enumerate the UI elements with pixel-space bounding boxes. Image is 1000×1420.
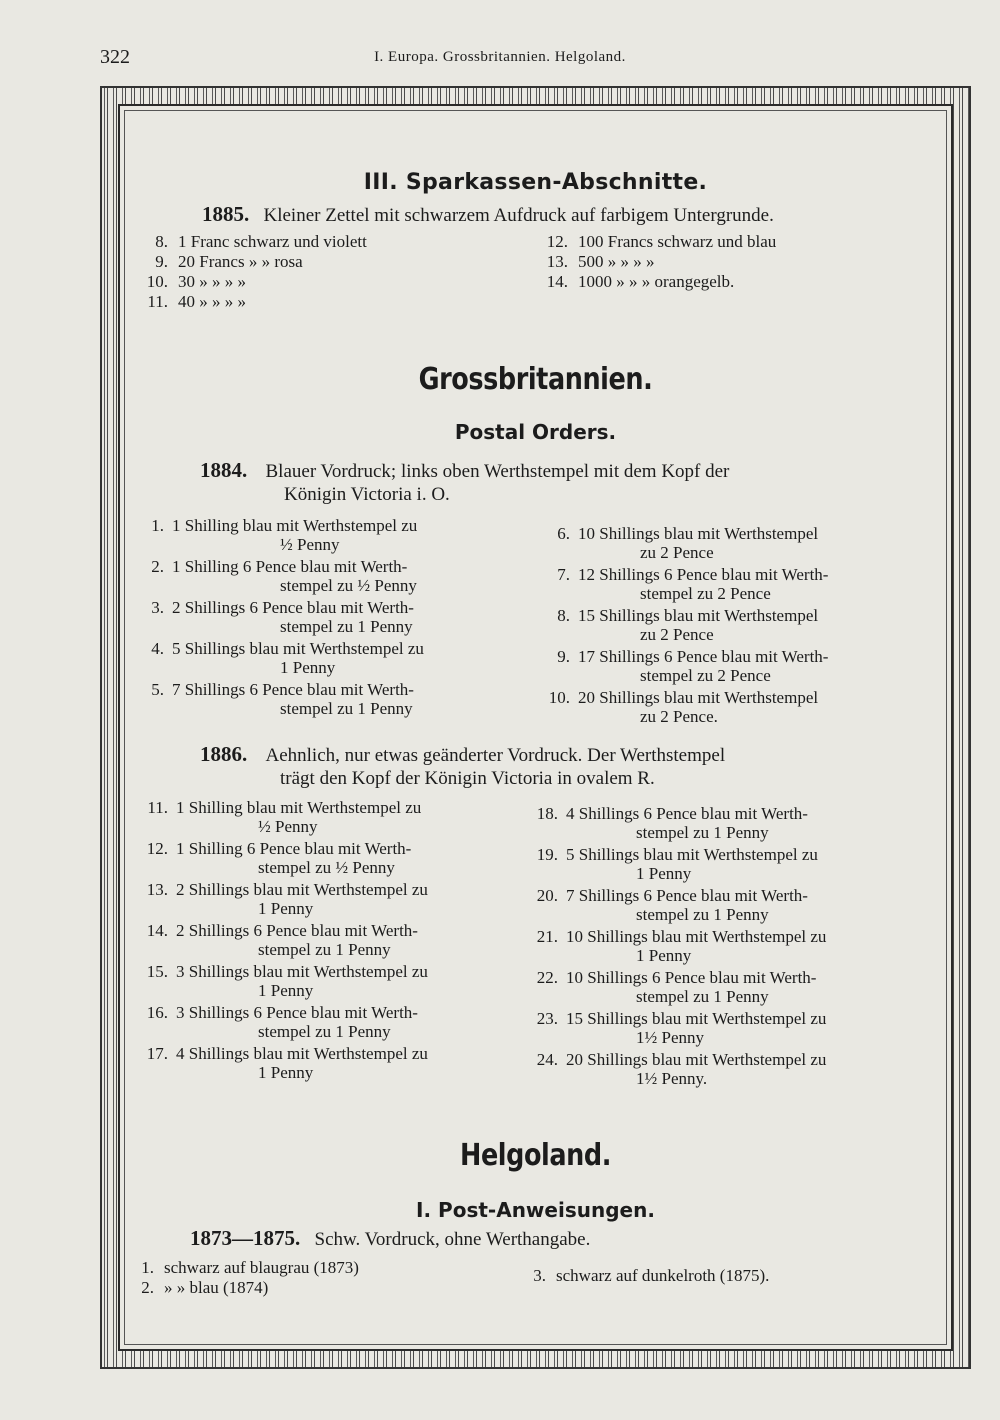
item-text-line1: 10 Shillings blau mit Werthstempel <box>578 524 819 543</box>
item-text-line2: stempel zu ½ Penny <box>258 858 395 877</box>
item-text-line2: 1 Penny <box>258 899 314 918</box>
item-text: 1000 » » » orangegelb. <box>578 272 735 291</box>
list-item <box>140 557 407 577</box>
item-number: 11. <box>147 292 168 311</box>
item-text: schwarz auf blaugrau (1873) <box>164 1258 359 1277</box>
item-text-line2: stempel zu 1 Penny <box>636 987 769 1006</box>
list-item <box>140 516 417 536</box>
content-area <box>118 104 953 1351</box>
item-text-line2: zu 2 Pence <box>640 625 714 644</box>
item-text-line2: stempel zu 1 Penny <box>280 699 413 718</box>
year-1886: 1886. <box>200 742 248 766</box>
item-text: 20 Francs » » rosa <box>178 252 303 271</box>
list-item <box>132 1278 268 1298</box>
list-item <box>540 647 828 667</box>
list-item <box>140 839 411 859</box>
running-title: I. Europa. Grossbritannien. Helgoland. <box>374 49 626 65</box>
item-text-line1: 7 Shillings 6 Pence blau mit Werth- <box>172 680 414 699</box>
item-text-line2: 1½ Penny. <box>636 1069 708 1088</box>
item-text-line2: 1 Penny <box>258 1063 314 1082</box>
item-text-line1: 15 Shillings blau mit Werthstempel zu <box>566 1009 827 1028</box>
item-number: 23. <box>536 1009 558 1028</box>
item-number: 18. <box>536 804 558 823</box>
item-number: 9. <box>155 252 168 271</box>
item-text-line1: 4 Shillings blau mit Werthstempel zu <box>176 1044 428 1063</box>
list-item <box>140 1044 428 1064</box>
desc-1873-1875: Schw. Vordruck, ohne Werthangabe. <box>314 1229 591 1250</box>
item-text-line2: ½ Penny <box>280 535 340 554</box>
list-item <box>538 252 655 272</box>
item-number: 9. <box>557 647 570 666</box>
item-number: 10. <box>548 688 570 707</box>
list-item <box>540 524 818 544</box>
item-text-line1: 3 Shillings blau mit Werthstempel zu <box>176 962 428 981</box>
item-number: 13. <box>146 880 168 899</box>
item-text-line1: 2 Shillings 6 Pence blau mit Werth- <box>172 598 414 617</box>
item-text-line1: 5 Shillings blau mit Werthstempel zu <box>172 639 424 658</box>
item-number: 3. <box>533 1266 546 1285</box>
list-item <box>142 252 303 272</box>
item-number: 5. <box>151 680 164 699</box>
item-text: 30 » » » » <box>178 272 246 291</box>
item-number: 17. <box>146 1044 168 1063</box>
item-text-line2: stempel zu ½ Penny <box>280 576 417 595</box>
desc-1886-line1: Aehnlich, nur etwas geänderter Vordruck. Der Werthstempel <box>265 745 726 766</box>
list-item <box>524 886 808 906</box>
list-item <box>140 798 421 818</box>
item-text-line2: zu 2 Pence <box>640 543 714 562</box>
list-item <box>524 1050 826 1070</box>
country-title-helgoland: Helgoland. <box>460 1138 611 1173</box>
list-item <box>540 688 818 708</box>
item-number: 8. <box>155 232 168 251</box>
item-text-line2: stempel zu 2 Pence <box>640 584 771 603</box>
item-number: 10. <box>146 272 168 291</box>
item-text-line1: 1 Shilling 6 Pence blau mit Werth- <box>176 839 412 858</box>
list-item <box>140 639 424 659</box>
item-text-line2: zu 2 Pence. <box>640 707 718 726</box>
item-number: 22. <box>536 968 558 987</box>
item-text-line1: 1 Shilling 6 Pence blau mit Werth- <box>172 557 408 576</box>
item-text-line2: 1 Penny <box>636 946 692 965</box>
country-title-grossbritannien-wrap <box>120 362 951 397</box>
item-text-line1: 2 Shillings 6 Pence blau mit Werth- <box>176 921 418 940</box>
item-text: 100 Francs schwarz und blau <box>578 232 777 251</box>
subtitle-postal-orders: Postal Orders. <box>454 420 617 444</box>
item-text-line1: 12 Shillings 6 Pence blau mit Werth- <box>578 565 829 584</box>
item-text-line1: 20 Shillings blau mit Werthstempel zu <box>566 1050 827 1069</box>
list-item <box>524 1009 826 1029</box>
list-item <box>538 272 734 292</box>
list-item <box>524 845 818 865</box>
list-item <box>524 804 808 824</box>
item-number: 21. <box>536 927 558 946</box>
item-text-line2: stempel zu 2 Pence <box>640 666 771 685</box>
item-number: 8. <box>557 606 570 625</box>
item-text-line2: stempel zu 1 Penny <box>636 823 769 842</box>
item-number: 19. <box>536 845 558 864</box>
item-text-line1: 10 Shillings blau mit Werthstempel zu <box>566 927 827 946</box>
item-number: 16. <box>146 1003 168 1022</box>
list-item <box>524 1266 769 1286</box>
item-text-line2: stempel zu 1 Penny <box>258 1022 391 1041</box>
subtitle-post-anweisungen: I. Post-Anweisungen. <box>416 1198 655 1222</box>
item-number: 12. <box>146 839 168 858</box>
item-text: 1 Franc schwarz und violett <box>178 232 367 251</box>
year-1885: 1885. <box>202 202 250 226</box>
item-text-line2: stempel zu 1 Penny <box>258 940 391 959</box>
item-text-line1: 2 Shillings blau mit Werthstempel zu <box>176 880 428 899</box>
item-number: 1. <box>151 516 164 535</box>
item-number: 12. <box>546 232 568 251</box>
desc-1886-line2: trägt den Kopf der Königin Victoria in ovalem R. <box>280 768 655 789</box>
desc-1884-line2: Königin Victoria i. O. <box>284 484 450 505</box>
item-text: 40 » » » » <box>178 292 246 311</box>
desc-1884-line1: Blauer Vordruck; links oben Werthstempel mit dem Kopf der <box>265 461 730 482</box>
item-number: 1. <box>141 1258 154 1277</box>
list-item <box>142 232 367 252</box>
list-item <box>140 962 428 982</box>
list-item <box>524 927 826 947</box>
page-header <box>0 44 1000 74</box>
item-text-line1: 4 Shillings 6 Pence blau mit Werth- <box>566 804 808 823</box>
item-text-line2: 1 Penny <box>280 658 336 677</box>
entry-1886 <box>200 744 725 767</box>
item-number: 11. <box>147 798 168 817</box>
item-number: 13. <box>546 252 568 271</box>
item-number: 15. <box>146 962 168 981</box>
item-text-line2: stempel zu 1 Penny <box>636 905 769 924</box>
ornamental-border <box>100 86 971 1369</box>
item-text-line1: 5 Shillings blau mit Werthstempel zu <box>566 845 818 864</box>
list-item <box>540 565 828 585</box>
item-text-line1: 17 Shillings 6 Pence blau mit Werth- <box>578 647 829 666</box>
list-item <box>142 272 246 292</box>
country-title-helgoland-wrap <box>120 1138 951 1173</box>
entry-1885 <box>202 204 774 227</box>
item-number: 4. <box>151 639 164 658</box>
list-item <box>538 232 776 252</box>
item-text-line1: 1 Shilling blau mit Werthstempel zu <box>172 516 418 535</box>
item-number: 7. <box>557 565 570 584</box>
item-number: 2. <box>151 557 164 576</box>
item-number: 20. <box>536 886 558 905</box>
item-number: 3. <box>151 598 164 617</box>
item-text-line1: 10 Shillings 6 Pence blau mit Werth- <box>566 968 817 987</box>
item-text-line2: stempel zu 1 Penny <box>280 617 413 636</box>
item-text-line2: 1½ Penny <box>636 1028 704 1047</box>
item-text: 500 » » » » <box>578 252 655 271</box>
item-text: » » blau (1874) <box>164 1278 269 1297</box>
item-text-line2: ½ Penny <box>258 817 318 836</box>
item-number: 2. <box>141 1278 154 1297</box>
list-item <box>132 1258 359 1278</box>
list-item <box>140 598 414 618</box>
country-title-grossbritannien: Grossbritannien. <box>418 362 653 397</box>
entry-1884 <box>200 460 729 483</box>
item-number: 24. <box>536 1050 558 1069</box>
year-1884: 1884. <box>200 458 248 482</box>
list-item <box>540 606 818 626</box>
list-item <box>140 880 428 900</box>
section-title-sparkassen: III. Sparkassen-Abschnitte. <box>363 170 708 195</box>
list-item <box>142 292 246 312</box>
list-item <box>140 680 414 700</box>
page-number: 322 <box>100 46 130 68</box>
year-1873-1875: 1873—1875. <box>190 1226 301 1250</box>
desc-1885: Kleiner Zettel mit schwarzem Aufdruck auf farbigem Untergrunde. <box>263 205 774 226</box>
item-text-line1: 3 Shillings 6 Pence blau mit Werth- <box>176 1003 418 1022</box>
item-text-line2: 1 Penny <box>636 864 692 883</box>
item-text-line1: 7 Shillings 6 Pence blau mit Werth- <box>566 886 808 905</box>
item-text: schwarz auf dunkelroth (1875). <box>556 1266 770 1285</box>
list-item <box>524 968 816 988</box>
item-number: 14. <box>146 921 168 940</box>
item-number: 14. <box>546 272 568 291</box>
list-item <box>140 921 418 941</box>
item-text-line2: 1 Penny <box>258 981 314 1000</box>
item-text-line1: 15 Shillings blau mit Werthstempel <box>578 606 819 625</box>
list-item <box>140 1003 418 1023</box>
item-number: 6. <box>557 524 570 543</box>
entry-1873-1875 <box>190 1228 590 1251</box>
item-text-line1: 20 Shillings blau mit Werthstempel <box>578 688 819 707</box>
item-text-line1: 1 Shilling blau mit Werthstempel zu <box>176 798 422 817</box>
